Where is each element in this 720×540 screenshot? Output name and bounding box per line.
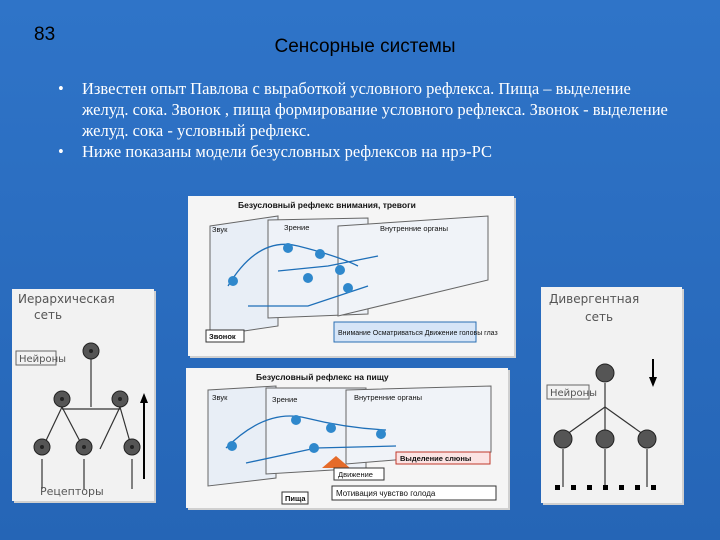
page-number: 83	[34, 24, 56, 45]
divergent-network-sketch	[541, 287, 682, 503]
hierarchical-network-drawing	[12, 289, 154, 501]
action-label: Внимание Осматриваться Движение головы глаз	[338, 330, 498, 337]
bullet-item: • Известен опыт Павлова с выработкой условного рефлекса. Пища – выделение желуд. сока. Звонок , пища формирование условного рефлекса. Звонок - выделение желуд. сока - условный рефлекс.	[58, 78, 678, 141]
sketch-subtitle: сеть	[34, 308, 63, 322]
hierarchical-network-sketch	[12, 289, 154, 501]
bullet-item: • Ниже показаны модели безусловных рефлексов на нрэ-РС	[58, 141, 678, 162]
food-reflex-drawing	[186, 368, 508, 508]
bell-label: Звонок	[209, 332, 236, 341]
panel-label-internal: Внутренние органы	[380, 224, 449, 233]
movement-label: Движение	[338, 470, 373, 479]
upward-arrowhead	[140, 393, 148, 403]
salivation-label: Выделение слюны	[400, 454, 472, 463]
attention-reflex-drawing	[188, 196, 514, 356]
neurons-label: Нейроны	[19, 354, 67, 365]
sketch-title: Иерархическая	[18, 292, 115, 306]
divergent-network-drawing	[541, 287, 682, 503]
network-lines	[42, 347, 132, 489]
panel-label-sound: Звук	[212, 393, 228, 402]
panel-label-sound: Звук	[212, 225, 228, 234]
diagram-heading: Безусловный рефлекс на пищу	[256, 372, 389, 382]
sketch-subtitle: сеть	[585, 310, 614, 324]
output-markers	[555, 485, 656, 490]
motivation-label: Мотивация чувство голода	[336, 489, 436, 498]
food-label: Пища	[285, 494, 306, 503]
bullet-list	[58, 78, 678, 162]
receptors-label: Рецепторы	[40, 485, 104, 498]
page-title: Сенсорные системы	[274, 36, 456, 57]
panel-label-vision: Зрение	[284, 223, 310, 232]
food-reflex-diagram	[186, 368, 508, 508]
sketch-title: Дивергентная	[549, 292, 640, 306]
panel-label-internal: Внутренние органы	[354, 393, 423, 402]
attention-reflex-diagram	[188, 196, 514, 356]
downward-arrowhead	[649, 377, 657, 387]
diagram-heading: Безусловный рефлекс внимания, тревоги	[238, 200, 416, 210]
panel-label-vision: Зрение	[272, 395, 298, 404]
neurons-label: Нейроны	[550, 388, 598, 399]
